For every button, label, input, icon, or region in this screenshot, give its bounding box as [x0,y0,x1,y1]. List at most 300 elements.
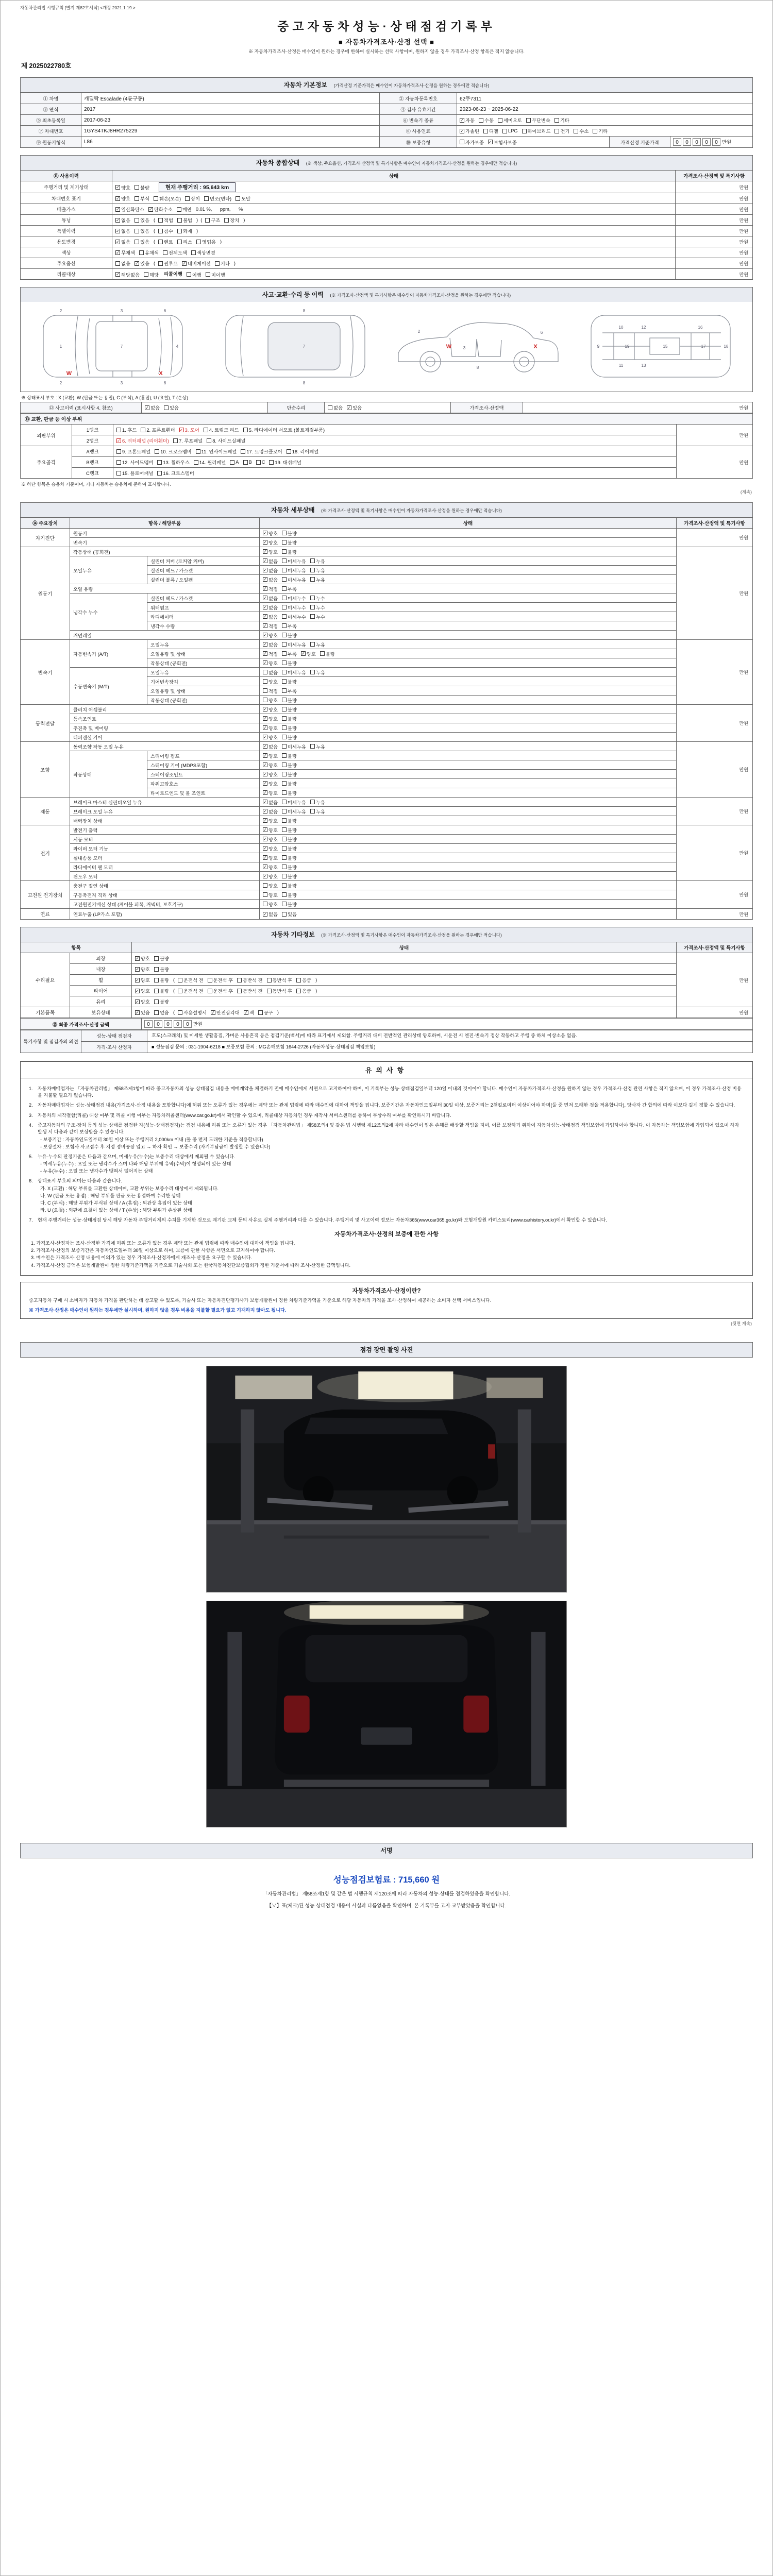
checkbox-checked[interactable]: ✓ 안전삼각대 [211,1010,240,1015]
checkbox-unchecked[interactable]: A [230,460,239,465]
section-accident-title: 사고·교환·수리 등 이력 [262,291,324,298]
checkbox-unchecked[interactable]: 불량 [282,891,297,899]
checkbox-unchecked[interactable]: 불법 [177,216,192,224]
remarks-text: 호도(스크래치) 및 미세한 생활흠집, 가벼운 사용흔적 등은 점검기준(백서)에 따라 표기에서 제외함. 주행거리 대비 전반적인 관리상태 양호하며, 시운전 시 엔진·변속기 정상 작동하고 주행 중 하체 이상소음 없음. [147,1030,753,1042]
checkbox-unchecked[interactable]: 불량 [282,901,297,908]
panel-rank: B랭크 [72,457,113,468]
checkbox-unchecked[interactable]: 4. 트렁크 리드 [204,426,239,433]
checkbox-unchecked[interactable]: 기타 [554,116,569,124]
checkbox-unchecked[interactable]: 불량 [282,863,297,871]
checkbox-unchecked[interactable]: 11. 인사이드패널 [196,448,237,455]
price-cell: 만원 [676,181,753,193]
checkbox-unchecked[interactable]: 운전석 전 [178,987,204,994]
checkbox-unchecked[interactable]: 누유 [310,567,325,574]
basic-info-table [20,92,753,148]
table-row [21,269,753,280]
checkbox-unchecked[interactable]: 상이 [185,195,200,202]
checkbox-unchecked[interactable]: 불량 [282,706,297,713]
table-row [21,529,753,538]
checkbox-checked[interactable]: ✓ 양호 [263,874,278,879]
inspection-insurance-fee [20,1873,753,1885]
status-cell [260,909,677,920]
table-row [21,457,753,468]
panel-options [113,425,677,435]
checkbox-unchecked[interactable]: 누수 [310,613,325,620]
price-cell: 만원 [677,798,753,825]
device-item: 작동상태 (공회전) [70,547,260,556]
checkbox-unchecked[interactable]: 영업용 [196,238,216,245]
checkbox-unchecked[interactable]: LPG [502,128,518,133]
svg-text:10: 10 [618,325,624,330]
table-row [21,996,753,1007]
checkbox-unchecked[interactable]: 불량 [282,771,297,778]
checkbox-checked[interactable]: ✓ 양호 [263,753,278,759]
checkbox-checked[interactable]: ✓ 없음 [263,744,278,750]
checkbox-unchecked[interactable]: 하이브리드 [522,127,551,134]
checkbox-unchecked[interactable]: 17. 트렁크플로어 [241,448,282,455]
checkbox-checked[interactable]: ✓ 없음 [263,809,278,815]
accident-history-options [142,402,268,413]
checkbox-unchecked[interactable]: 10. 크로스멤버 [155,448,191,455]
checkbox-checked[interactable]: ✓ 양호 [263,855,278,861]
checkbox-unchecked[interactable]: 있음 [282,910,297,918]
status-cell [260,566,677,575]
checkbox-unchecked[interactable]: 불량 [282,697,297,704]
checkbox-checked[interactable]: ✓ 6. 쿼터패널 (리어휀더) [117,438,169,444]
table-row [21,594,753,603]
inline-text: ) [243,217,245,223]
checkbox-unchecked[interactable]: 응급 [296,976,311,984]
checkbox-unchecked[interactable]: 누유 [310,576,325,583]
checkbox-unchecked[interactable]: 응급 [296,987,311,994]
status-cell [260,900,677,909]
checkbox-unchecked[interactable]: C [256,460,265,465]
inline-text: ) [220,239,222,244]
table-row [21,723,753,733]
table-row [21,953,753,964]
checkbox-unchecked[interactable]: 구조 [205,216,220,224]
checkbox-unchecked[interactable]: 불량 [282,539,297,546]
status-cell [112,269,676,280]
notice-subitem: 나. W (판금 또는 용접) : 해당 부위를 판금 또는 용접하여 수리한 상태 [40,1193,181,1198]
device-item: 변속기 [70,538,260,547]
checkbox-checked[interactable]: ✓ 양호 [136,988,150,994]
checkbox-unchecked[interactable]: 양호 [263,697,278,704]
checkbox-unchecked[interactable]: 누수 [310,604,325,611]
checkbox-unchecked[interactable]: 16. 크로스멤버 [157,469,194,477]
checkbox-checked[interactable]: ✓ 양호 [263,707,278,713]
device-item: 자동변속기 (A/T) [70,640,147,668]
field-label: ③ 연식 [21,104,81,115]
notice-subitem: - 누유(누수) : 오일 또는 냉각수가 맺혀서 떨어지는 상태 [40,1168,153,1174]
checkbox-unchecked[interactable]: 리스 [177,238,192,245]
checkbox-checked[interactable]: ✓ 없음 [263,605,278,611]
checkbox-checked[interactable]: ✓ 없음 [116,239,130,245]
checkbox-checked[interactable]: ✓ 잭 [244,1010,254,1015]
inline-text: 0.01 %, ppm, % [195,206,243,212]
checkbox-unchecked[interactable]: 불량 [282,632,297,639]
checkbox-unchecked[interactable]: 있음 [135,227,149,234]
price-cell: 만원 [677,547,753,640]
checkbox-checked[interactable]: ✓ 없음 [116,217,130,223]
checkbox-unchecked[interactable]: 동반석 전 [237,976,263,984]
device-item: 냉각수 누수 [70,594,147,631]
checkbox-checked[interactable]: ✓ 양호 [263,633,278,638]
checkbox-unchecked[interactable]: 해당 [144,271,159,278]
checkbox-unchecked[interactable]: 기타 [593,127,608,134]
fee-value: 715,660 원 [398,1875,440,1885]
table-row [21,226,753,236]
checkbox-unchecked[interactable]: 불량 [282,659,297,667]
price-cell: 만원 [677,425,753,446]
checkbox-unchecked[interactable]: 불량 [282,882,297,889]
status-cell [112,215,676,226]
checkbox-checked[interactable]: ✓ 있음 [136,1010,150,1015]
checkbox-checked[interactable]: ✓ 양호 [136,977,150,983]
checkbox-checked[interactable]: ✓ 있음 [135,261,149,266]
status-cell [112,236,676,247]
checkbox-checked[interactable]: ✓ 네비게이션 [182,261,211,266]
checkbox-unchecked[interactable]: 불량 [282,678,297,685]
checkbox-checked[interactable]: ✓ 양호 [263,531,278,536]
checkbox-unchecked[interactable]: 변조(변타) [204,195,231,202]
checkbox-checked[interactable]: ✓ 양호 [263,716,278,722]
checkbox-checked[interactable]: ✓ 양호 [136,956,150,961]
inline-text: ) [315,977,317,982]
accident-history-label: ⑫ 사고이력 (표시사항 4. 참조) [21,402,142,413]
checkbox-unchecked[interactable]: 없음 [328,404,343,411]
checkbox-unchecked[interactable]: 15. 플로어패널 [116,469,153,477]
checkbox-checked[interactable]: ✓ 없음 [263,614,278,620]
status-cell [260,853,677,862]
checkbox-unchecked[interactable]: 미세누유 [282,641,306,648]
checkbox-unchecked[interactable]: 미세누유 [282,576,306,583]
etc-item: 보유상태 [70,1007,132,1018]
checkbox-checked[interactable]: ✓ 없음 [263,642,278,648]
notice-subitem: - 미세누유(누수) : 오일 또는 냉각수가 스며 나와 해당 부위에 유막(수막)이 형성되어 있는 상태 [40,1161,231,1167]
section-accident-header [20,287,753,302]
checkbox-unchecked[interactable]: 부식 [135,195,149,202]
checkbox-unchecked[interactable]: 세미오토 [498,116,522,124]
checkbox-unchecked[interactable]: 누유 [310,743,325,750]
checkbox-unchecked[interactable]: 불량 [282,530,297,537]
checkbox-unchecked[interactable]: 없음 [154,1009,169,1016]
checkbox-unchecked[interactable]: 양호 [263,882,278,889]
checkbox-checked[interactable]: ✓ 양호 [263,827,278,833]
table-row [21,446,753,457]
checkbox-unchecked[interactable]: 자가보증 [460,139,484,146]
remarks-text: ■ 성능점검 문의 : 031-1904-6218 ■ 보증보험 문의 : MG손해보험 1644-2726 (자동차성능·상태점검 책임보험) [147,1041,753,1053]
checkbox-unchecked[interactable]: 18. 리어패널 [287,448,318,455]
checkbox-unchecked[interactable]: 불량 [282,715,297,722]
checkbox-checked[interactable]: ✓ 양호 [116,185,130,191]
device-part: 오일누유 [147,640,260,649]
checkbox-unchecked[interactable]: 9. 프론트패널 [116,448,150,455]
checkbox-checked[interactable]: ✓ 양호 [263,846,278,852]
checkbox-checked[interactable]: ✓ 가솔린 [460,128,479,134]
status-cell [260,844,677,853]
checkbox-checked[interactable]: ✓ 양호 [263,865,278,870]
checkbox-unchecked[interactable]: 부족 [282,687,297,694]
checkbox-unchecked[interactable]: 불량 [282,854,297,861]
status-cell [260,677,677,686]
checkbox-unchecked[interactable]: 불량 [282,817,297,824]
checkbox-unchecked[interactable]: 미세누유 [282,557,306,565]
checkbox-checked[interactable]: ✓ 3. 도어 [179,427,199,433]
checkbox-checked[interactable]: ✓ 양호 [136,999,150,1005]
field-options [457,115,753,126]
inspection-photo-lift-front [206,1366,567,1592]
checkbox-unchecked[interactable]: 1. 후드 [116,426,137,433]
checkbox-checked[interactable]: ✓ 양호 [116,196,130,201]
continue-note-1: (계속) [740,489,752,495]
checkbox-unchecked[interactable]: 불량 [282,789,297,796]
checkbox-unchecked[interactable]: 미세누유 [282,743,306,750]
checkbox-unchecked[interactable]: 12. 사이드멤버 [116,459,153,466]
checkbox-unchecked[interactable]: 운전석 후 [208,976,233,984]
checkbox-unchecked[interactable]: 미세누유 [282,567,306,574]
checkbox-unchecked[interactable]: 매연 [177,206,192,213]
checkbox-checked[interactable]: ✓ 있음 [347,405,362,411]
checkbox-unchecked[interactable]: 2. 프론트휀더 [141,426,175,433]
checkbox-unchecked[interactable]: 불량 [282,734,297,741]
checkbox-unchecked[interactable]: 렌트 [158,238,173,245]
checkbox-checked[interactable]: ✓ 양호 [263,549,278,555]
checkbox-unchecked[interactable]: 양호 [263,901,278,908]
checkbox-unchecked[interactable]: 불량 [282,845,297,852]
table-row [21,258,753,269]
table-row [21,468,753,479]
checkbox-unchecked[interactable]: 불량 [154,998,169,1005]
checkbox-checked[interactable]: ✓ 일산화탄소 [116,207,144,212]
checkbox-checked[interactable]: ✓ 적정 [263,651,278,657]
checkbox-unchecked[interactable]: 부족 [282,650,297,657]
checkbox-checked[interactable]: ✓ 양호 [301,651,316,657]
checkbox-checked[interactable]: ✓ 양호 [263,660,278,666]
device-part: 파워고압호스 [147,779,260,788]
checkbox-checked[interactable]: ✓ 탄화수소 [149,207,173,212]
checkbox-unchecked[interactable]: 수소 [574,127,589,134]
checkbox-unchecked[interactable]: 유채색 [139,249,159,256]
status-cell [260,529,677,538]
svg-text:7: 7 [120,344,123,349]
checkbox-unchecked[interactable]: 침수 [158,227,173,234]
status-cell [132,975,677,986]
checkbox-unchecked[interactable]: 부족 [282,622,297,630]
svg-text:16: 16 [698,325,703,330]
usage-item: 특별이력 [21,226,112,236]
device-part: 실린더 헤드 / 가스켓 [147,594,260,603]
checkbox-unchecked[interactable]: 누수 [310,595,325,602]
checkbox-unchecked[interactable]: 불량 [282,724,297,732]
status-cell [260,862,677,872]
price-cell: 만원 [676,215,753,226]
checkbox-unchecked[interactable]: 훼손(오손) [154,195,181,202]
checkbox-unchecked[interactable]: 동반석 후 [267,976,293,984]
status-cell [260,733,677,742]
checkbox-unchecked[interactable]: 동반석 전 [237,987,263,994]
checkbox-unchecked[interactable]: 불량 [282,780,297,787]
checkbox-checked[interactable]: ✓ 없음 [263,596,278,601]
checkbox-unchecked[interactable]: 불량 [282,548,297,555]
table-row [21,825,753,835]
checkbox-checked[interactable]: ✓ 양호 [263,772,278,777]
checkbox-unchecked[interactable]: 적정 [263,687,278,694]
inline-text: ( [153,217,156,223]
status-cell [260,696,677,705]
checkbox-unchecked[interactable]: 불량 [154,976,169,984]
price-select-note: ※ 자동차가격조사·산정은 매수인이 원하는 경우에 한하여 실시하는 선택 사항이며, 원하지 않을 경우 가격조사·산정 항목은 적지 않습니다. [248,49,525,54]
device-item: 추진축 및 베어링 [70,723,260,733]
checkbox-unchecked[interactable]: 썬루프 [158,260,178,267]
checkbox-unchecked[interactable]: 동반석 후 [267,987,293,994]
checkbox-unchecked[interactable]: 있음 [164,404,179,411]
checkbox-checked[interactable]: ✓ 적정 [263,623,278,629]
checkbox-checked[interactable]: ✓ 양호 [263,762,278,768]
checkbox-checked[interactable]: ✓ 없음 [263,800,278,805]
checkbox-unchecked[interactable]: 운전석 후 [208,987,233,994]
table-row [21,414,753,425]
checkbox-unchecked[interactable]: 불량 [154,987,169,994]
checkbox-unchecked[interactable]: 부족 [282,585,297,592]
checkbox-unchecked[interactable]: 누유 [310,808,325,815]
checkbox-checked[interactable]: ✓ 양호 [263,725,278,731]
section-summary-note: (※ 색상, 주요옵션, 가격조사·산정액 및 특기사항은 매수인이 자동차가격조사·산정을 원하는 경우에만 적습니다) [306,161,517,166]
checkbox-checked[interactable]: ✓ 양호 [263,735,278,740]
signature-title: 서명 [380,1847,393,1855]
checkbox-unchecked[interactable]: 누유 [310,799,325,806]
checkbox-checked[interactable]: ✓ 양호 [136,967,150,972]
status-cell [260,705,677,714]
checkbox-unchecked[interactable]: 미세누수 [282,613,306,620]
status-cell [260,603,677,612]
table-row [21,862,753,872]
checkbox-unchecked[interactable]: 무단변속 [526,116,550,124]
table-row [21,881,753,890]
checkbox-checked[interactable]: ✓ 양호 [263,790,278,796]
checkbox-checked[interactable]: ✓ 없음 [263,558,278,564]
checkbox-checked[interactable]: ✓ 자동 [460,117,475,123]
checkbox-unchecked[interactable]: 누유 [310,557,325,565]
checkbox-unchecked[interactable]: 불량 [320,650,335,657]
checkbox-unchecked[interactable]: 미세누유 [282,669,306,676]
checkbox-unchecked[interactable]: 7. 루프패널 [173,437,203,444]
checkbox-unchecked[interactable]: 양호 [263,678,278,685]
svg-text:3: 3 [120,309,123,313]
status-cell [260,751,677,760]
checkbox-unchecked[interactable]: 14. 필러패널 [194,459,226,466]
checkbox-unchecked[interactable]: 화재 [177,227,192,234]
page-title: 중고자동차성능·상태점검기록부 [277,20,496,33]
checkbox-unchecked[interactable]: 불량 [282,873,297,880]
checkbox-unchecked[interactable]: 적법 [158,216,173,224]
warranty-title: 자동차가격조사·산정의 보증에 관한 사항 [334,1231,439,1238]
checkbox-unchecked[interactable]: 없음 [115,260,130,267]
checkbox-unchecked[interactable]: 도말 [236,195,250,202]
checkbox-unchecked[interactable]: 8. 사이드실패널 [207,437,245,444]
checkbox-unchecked[interactable]: 미세누유 [282,808,306,815]
checkbox-unchecked[interactable]: 불량 [154,965,169,973]
checkbox-unchecked[interactable]: 불량 [282,761,297,769]
checkbox-unchecked[interactable]: 19. 대쉬패널 [269,459,301,466]
device-item: 오일누유 [70,556,147,584]
checkbox-checked[interactable]: ✓ 양호 [263,540,278,546]
svg-text:9: 9 [597,344,600,349]
checkbox-unchecked[interactable]: 장치 [224,216,239,224]
checkbox-checked[interactable]: ✓ 없음 [263,911,278,917]
checkbox-checked[interactable]: ✓ 양호 [263,818,278,824]
status-cell [260,594,677,603]
checkbox-unchecked[interactable]: 없음 [263,669,278,676]
price-label: 가격조사·산정액 [451,402,523,413]
checkbox-unchecked[interactable]: 사용설명서 [178,1009,207,1016]
device-part: 라디에이터 [147,612,260,621]
device-group: 자기진단 [21,529,70,547]
checkbox-unchecked[interactable]: 양호 [263,891,278,899]
checkbox-unchecked[interactable]: 기타 [215,260,230,267]
price-definition-box [20,1282,753,1319]
checkbox-unchecked[interactable]: 누유 [310,641,325,648]
inline-text: ( [153,228,156,233]
checkbox-checked[interactable]: ✓ 보험사보증 [489,140,517,145]
checkbox-unchecked[interactable]: 불량 [282,836,297,843]
checkbox-checked[interactable]: ✓ 없음 [263,577,278,583]
checkbox-checked[interactable]: ✓ 양호 [263,837,278,842]
device-part: 실린더 블록 / 오일팬 [147,575,260,584]
device-item: 원동기 [70,529,260,538]
checkbox-unchecked[interactable]: 디젤 [483,127,498,134]
checkbox-unchecked[interactable]: 누유 [310,669,325,676]
checkbox-unchecked[interactable]: 미세누수 [282,595,306,602]
checkbox-unchecked[interactable]: 전기 [554,127,569,134]
warranty-item: 4. 가격조사·산정 금액은 보험개발원이 정한 차량기준가액을 기준으로 기술사회 또는 한국자동차진단보증협회가 정한 기준서에 따라 조사·산정한 금액입니다. [31,1262,351,1268]
checkbox-unchecked[interactable]: B [243,460,252,465]
notice-subitem: 가. X (교환) : 해당 부위를 교환한 상태이며, 교환 부위는 보증수리 대상에서 제외됩니다. [40,1185,219,1191]
checkbox-unchecked[interactable]: 있음 [135,216,149,224]
checkbox-unchecked[interactable]: 있음 [135,238,149,245]
price-cell: 만원 [676,193,753,204]
checkbox-unchecked[interactable]: 불량 [282,826,297,834]
status-cell [260,723,677,733]
checkbox-unchecked[interactable]: 13. 휠하우스 [157,459,189,466]
checkbox-unchecked[interactable]: 이행 [187,271,201,278]
checkbox-unchecked[interactable]: 미세누수 [282,604,306,611]
checkbox-checked[interactable]: ✓ 무채색 [116,250,135,256]
checkbox-unchecked[interactable]: 5. 라디에이터 서포트 (볼트체결부품) [243,426,325,433]
checkbox-unchecked[interactable]: 수동 [479,116,494,124]
status-cell [112,247,676,258]
checkbox-unchecked[interactable]: 불량 [135,184,149,191]
checkbox-unchecked[interactable]: 미세누유 [282,799,306,806]
checkbox-checked[interactable]: ✓ 적정 [263,586,278,592]
checkbox-unchecked[interactable]: 공구 [258,1009,273,1016]
checkbox-unchecked[interactable]: 전체도색 [163,249,187,256]
checkbox-unchecked[interactable]: 불량 [154,955,169,962]
checkbox-checked[interactable]: ✓ 없음 [116,228,130,234]
checkbox-checked[interactable]: ✓ 양호 [263,781,278,787]
status-cell [260,890,677,900]
checkbox-checked[interactable]: ✓ 없음 [145,405,160,411]
notice-item: 4. 중고자동차의 구조·장치 등의 성능·상태를 점검한 자(성능·상태점검자)는 점검 내용에 허위 또는 오류가 있는 경우 「자동차관리법」 제58조의4 및 같은 법 시행령 제12조의2에 따라 매수인이 입은 손해를 배상할 책임을 지며, 이를 보장하기 위하여 자동차성능·상태점검 책임보험에 가입하여야 합니다. 이 자동차는 책임보험에 가입되어 있으며 하자 발생 시 다음과 같이 보상받을 수 있습니다. [29,1123,740,1135]
checkbox-checked[interactable]: ✓ 해당없음 [116,272,140,278]
checkbox-unchecked[interactable]: 불량 [282,752,297,759]
checkbox-unchecked[interactable]: 운전석 전 [178,976,204,984]
etc-item: 유리 [70,996,132,1007]
checkbox-unchecked[interactable]: 색상변경 [191,249,215,256]
checkbox-checked[interactable]: ✓ 없음 [263,568,278,573]
checkbox-unchecked[interactable]: 미이행 [206,271,225,278]
table-row [21,835,753,844]
